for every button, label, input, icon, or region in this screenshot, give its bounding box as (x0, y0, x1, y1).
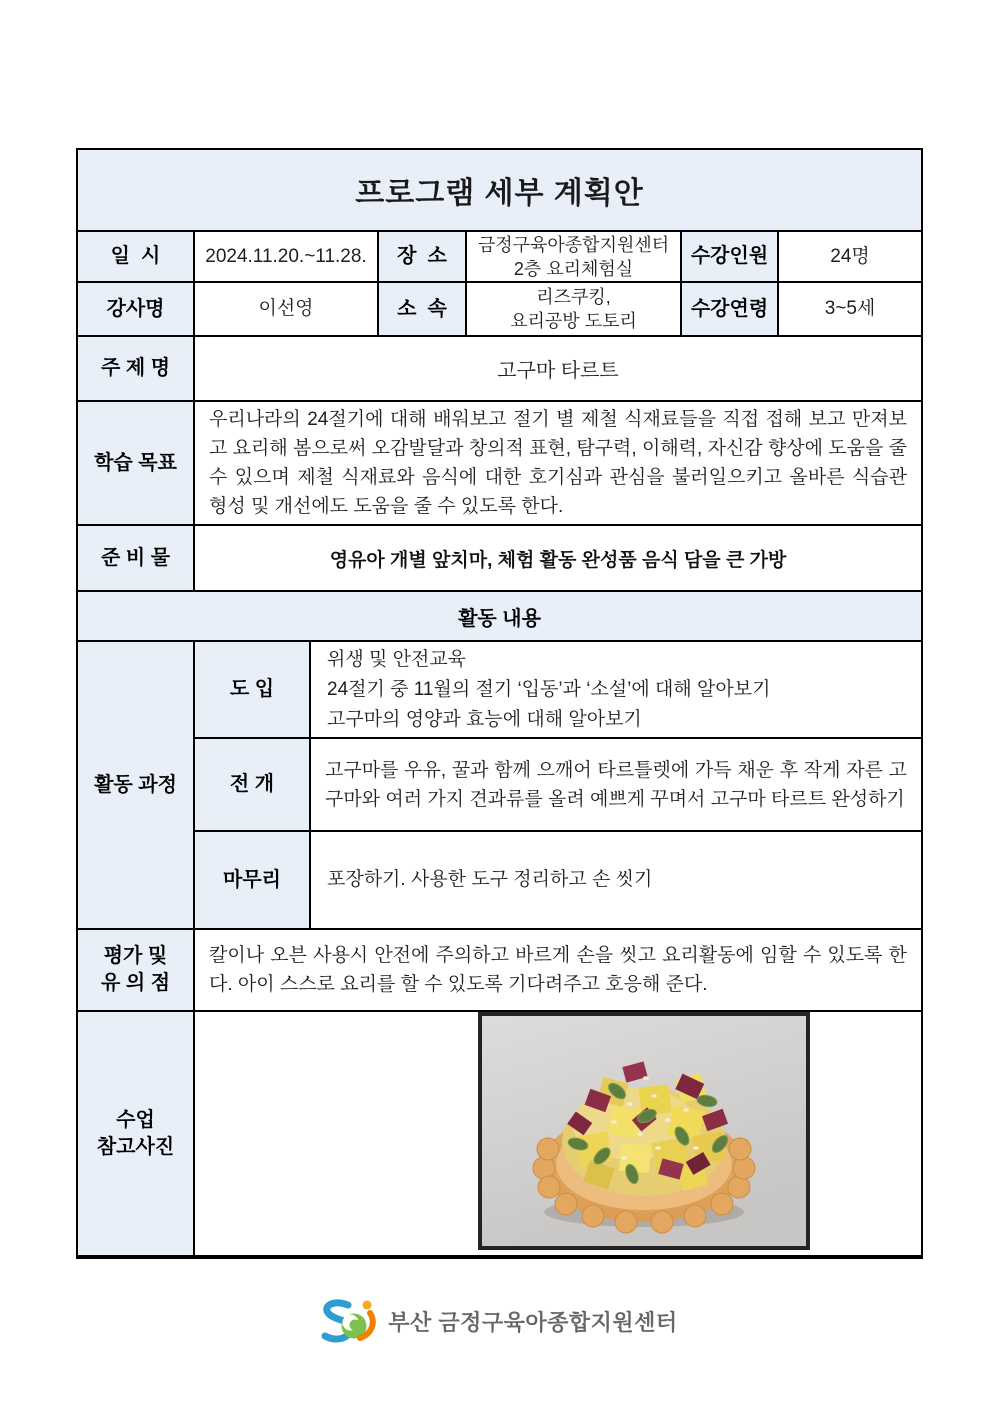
photo-label-line2: 참고사진 (96, 1135, 175, 1158)
affiliation-label: 소 속 (379, 283, 467, 335)
age-value: 3~5세 (824, 298, 876, 319)
process-label: 활동 과정 (78, 642, 195, 928)
step-intro-line1: 위생 및 안전교육 (327, 648, 467, 670)
activity-header-row (78, 592, 921, 642)
tart-illustration (482, 1016, 806, 1246)
info-row-date (78, 232, 921, 283)
evaluation-row (78, 930, 921, 1012)
materials-label: 준 비 물 (78, 526, 195, 590)
goal-text: 우리나라의 24절기에 대해 배워보고 절기 별 제철 식재료들을 직접 접해 보고 만져보고 요리해 봄으로써 오감발달과 창의적 표현, 탐구력, 이해력, 자신감 향상에 도움을 줄 수 있으며 제철 식재료와 음식에 대한 호기심과 관심을 불러일으키고 올바른 식습관 형성 및 개선에도 도움을 줄 수 있도록 한다. (209, 409, 907, 517)
step-intro-line3: 고구마의 영양과 효능에 대해 알아보기 (327, 708, 642, 730)
capacity-label: 수강인원 (682, 232, 779, 281)
date-value: 2024.11.20.~11.28. (205, 245, 367, 267)
sweet-potato-tart-photo (478, 1012, 810, 1250)
step-wrapup-name: 마무리 (195, 832, 311, 928)
step-wrapup (195, 832, 921, 928)
step-wrapup-text: 포장하기. 사용한 도구 정리하고 손 씻기 (327, 869, 653, 890)
goal-label: 학습 목표 (78, 402, 195, 524)
evaluation-text: 칼이나 오븐 사용시 안전에 주의하고 바르게 손을 씻고 요리활동에 임할 수 있도록 한다. 아이 스스로 요리를 할 수 있도록 기다려주고 호응해 준다. (209, 945, 907, 995)
evaluation-label-line1: 평가 및 (103, 945, 168, 967)
date-label: 일 시 (78, 232, 195, 281)
step-intro-name: 도 입 (195, 642, 311, 737)
step-development-text: 고구마를 우유, 꿀과 함께 으깨어 타르틀렛에 가득 채운 후 작게 자른 고구마와 여러 가지 견과류를 올려 예쁘게 꾸며서 고구마 타르트 완성하기 (325, 759, 907, 810)
step-development (195, 739, 921, 832)
place-value-line1: 금정구육아종합지원센터 (477, 234, 670, 255)
lesson-plan-table (76, 148, 923, 1259)
photo-row (78, 1012, 921, 1255)
page-title: 프로그램 세부 계획안 (355, 177, 644, 210)
photo-label-line1: 수업 (116, 1108, 155, 1131)
materials-row (78, 526, 921, 592)
org-name: 부산 금정구육아종합지원센터 (388, 1309, 678, 1335)
instructor-value: 이선영 (258, 298, 314, 319)
step-intro-line2: 24절기 중 11월의 절기 ‘입동’과 ‘소설’에 대해 알아보기 (327, 678, 771, 700)
topic-label: 주 제 명 (78, 337, 195, 400)
capacity-value: 24명 (830, 245, 870, 267)
activity-header: 활동 내용 (458, 607, 541, 630)
affiliation-value-line2: 요리공방 도토리 (510, 311, 637, 331)
topic-row (78, 337, 921, 402)
step-development-name: 전 개 (195, 739, 311, 830)
materials-text: 영유아 개별 앞치마, 체험 활동 완성품 음식 담을 큰 가방 (329, 549, 787, 571)
goal-row (78, 402, 921, 526)
age-label: 수강연령 (682, 283, 779, 335)
activity-process-row (78, 642, 921, 930)
place-value-line2: 2층 요리체험실 (513, 258, 634, 279)
affiliation-value-line1: 리즈쿠킹, (536, 287, 611, 307)
org-logo-icon (314, 1297, 378, 1345)
footer (0, 1295, 992, 1347)
step-intro (195, 642, 921, 739)
title-row (78, 150, 921, 232)
info-row-instructor (78, 283, 921, 337)
place-label: 장 소 (379, 232, 467, 281)
topic-value: 고구마 타르트 (497, 360, 619, 382)
instructor-label: 강사명 (78, 283, 195, 335)
evaluation-label-line2: 유 의 점 (100, 972, 171, 994)
